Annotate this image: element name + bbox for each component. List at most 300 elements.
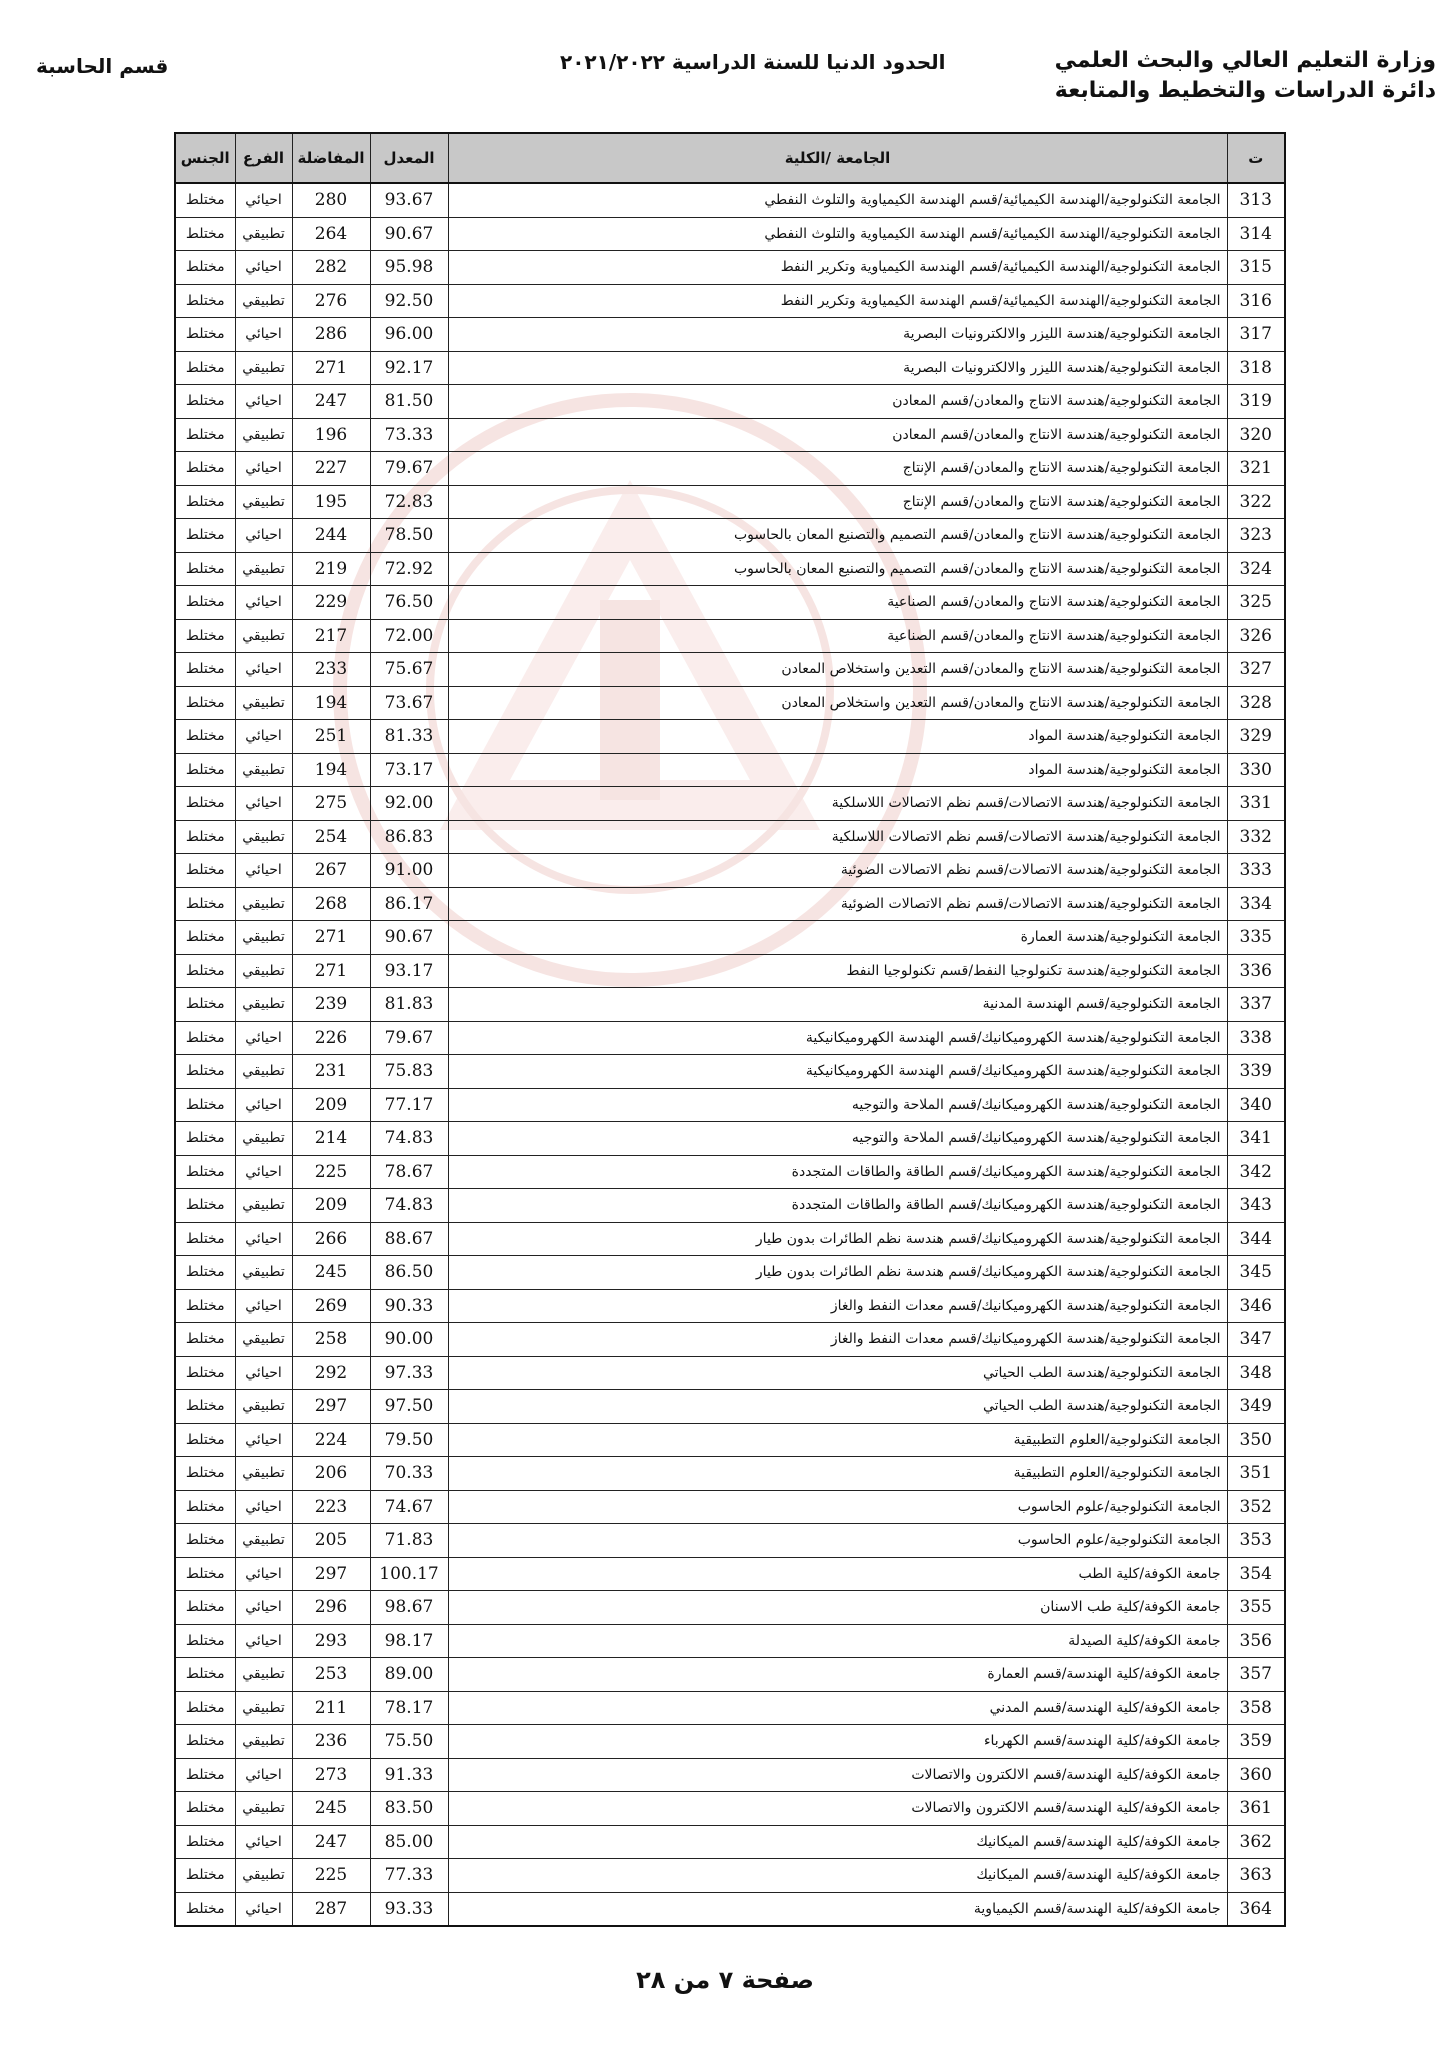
cell-gender: مختلط (175, 686, 235, 720)
cell-pref: 271 (292, 954, 370, 988)
cell-name: الجامعة التكنولوجية/هندسة الانتاج والمعادن/قسم الصناعية (448, 619, 1227, 653)
cell-gender: مختلط (175, 1356, 235, 1390)
cell-pref: 276 (292, 284, 370, 318)
cell-gender: مختلط (175, 1021, 235, 1055)
cell-name: الجامعة التكنولوجية/هندسة الكهروميكانيك/قسم الملاحة والتوجيه (448, 1088, 1227, 1122)
cell-pref: 211 (292, 1691, 370, 1725)
table-row (175, 385, 1285, 419)
cell-name: جامعة الكوفة/كلية الهندسة/قسم الميكانيك (448, 1859, 1227, 1893)
cell-branch: تطبيقي (235, 954, 292, 988)
cell-gender: مختلط (175, 586, 235, 620)
cell-name: الجامعة التكنولوجية/هندسة الانتاج والمعادن/قسم التعدين واستخلاص المعادن (448, 686, 1227, 720)
cell-branch: تطبيقي (235, 284, 292, 318)
cell-name: الجامعة التكنولوجية/هندسة الليزر والالكترونيات البصرية (448, 351, 1227, 385)
cell-pref: 239 (292, 988, 370, 1022)
cell-seq: 350 (1227, 1423, 1285, 1457)
column-header-branch: الفرع (235, 133, 292, 183)
table-row (175, 1892, 1285, 1926)
cell-branch: تطبيقي (235, 921, 292, 955)
cell-seq: 325 (1227, 586, 1285, 620)
cell-name: الجامعة التكنولوجية/هندسة الاتصالات/قسم نظم الاتصالات اللاسلكية (448, 820, 1227, 854)
cell-name: الجامعة التكنولوجية/هندسة الانتاج والمعادن/قسم الصناعية (448, 586, 1227, 620)
table-row (175, 183, 1285, 217)
cell-avg: 89.00 (370, 1658, 448, 1692)
table-row (175, 485, 1285, 519)
column-header-name: الجامعة /الكلية (448, 133, 1227, 183)
cell-gender: مختلط (175, 217, 235, 251)
cell-pref: 217 (292, 619, 370, 653)
cell-pref: 205 (292, 1524, 370, 1558)
table-row (175, 351, 1285, 385)
cell-pref: 282 (292, 251, 370, 285)
cell-seq: 329 (1227, 720, 1285, 754)
cell-avg: 96.00 (370, 318, 448, 352)
cell-pref: 233 (292, 653, 370, 687)
cell-pref: 287 (292, 1892, 370, 1926)
cell-gender: مختلط (175, 1323, 235, 1357)
cell-pref: 271 (292, 921, 370, 955)
cell-pref: 247 (292, 1825, 370, 1859)
cell-gender: مختلط (175, 485, 235, 519)
cell-avg: 70.33 (370, 1457, 448, 1491)
cell-branch: تطبيقي (235, 1457, 292, 1491)
cell-avg: 73.17 (370, 753, 448, 787)
cell-pref: 219 (292, 552, 370, 586)
cell-name: الجامعة التكنولوجية/علوم الحاسوب (448, 1490, 1227, 1524)
cell-avg: 91.33 (370, 1758, 448, 1792)
cell-seq: 343 (1227, 1189, 1285, 1223)
cell-seq: 359 (1227, 1725, 1285, 1759)
cell-avg: 83.50 (370, 1792, 448, 1826)
cell-pref: 209 (292, 1088, 370, 1122)
cell-seq: 342 (1227, 1155, 1285, 1189)
cell-pref: 264 (292, 217, 370, 251)
cell-gender: مختلط (175, 1591, 235, 1625)
cell-branch: احيائي (235, 787, 292, 821)
cell-seq: 319 (1227, 385, 1285, 419)
cell-branch: تطبيقي (235, 1658, 292, 1692)
cell-branch: تطبيقي (235, 217, 292, 251)
cell-avg: 79.67 (370, 1021, 448, 1055)
cell-seq: 328 (1227, 686, 1285, 720)
cell-pref: 297 (292, 1390, 370, 1424)
cell-branch: تطبيقي (235, 1859, 292, 1893)
cell-avg: 86.50 (370, 1256, 448, 1290)
cell-seq: 361 (1227, 1792, 1285, 1826)
admission-table (174, 132, 1286, 1927)
column-header-seq: ت (1227, 133, 1285, 183)
cell-seq: 355 (1227, 1591, 1285, 1625)
cell-avg: 93.17 (370, 954, 448, 988)
cell-pref: 225 (292, 1155, 370, 1189)
table-row (175, 418, 1285, 452)
cell-branch: تطبيقي (235, 1792, 292, 1826)
table-row (175, 854, 1285, 888)
cell-gender: مختلط (175, 954, 235, 988)
cell-gender: مختلط (175, 1859, 235, 1893)
cell-gender: مختلط (175, 820, 235, 854)
cell-seq: 321 (1227, 452, 1285, 486)
cell-seq: 335 (1227, 921, 1285, 955)
cell-name: الجامعة التكنولوجية/هندسة العمارة (448, 921, 1227, 955)
cell-gender: مختلط (175, 1390, 235, 1424)
cell-pref: 258 (292, 1323, 370, 1357)
page-number: صفحة ٧ من ٢٨ (636, 1966, 814, 1994)
cell-avg: 81.50 (370, 385, 448, 419)
table-row (175, 452, 1285, 486)
cell-pref: 267 (292, 854, 370, 888)
cell-name: الجامعة التكنولوجية/علوم الحاسوب (448, 1524, 1227, 1558)
cell-pref: 196 (292, 418, 370, 452)
cell-name: جامعة الكوفة/كلية الهندسة/قسم الكيمياوية (448, 1892, 1227, 1926)
cell-branch: احيائي (235, 1021, 292, 1055)
ministry-name: وزارة التعليم العالي والبحث العلمي (1054, 48, 1436, 73)
table-row (175, 1658, 1285, 1692)
cell-avg: 72.83 (370, 485, 448, 519)
cell-seq: 347 (1227, 1323, 1285, 1357)
cell-seq: 320 (1227, 418, 1285, 452)
table-row (175, 217, 1285, 251)
cell-avg: 74.83 (370, 1189, 448, 1223)
cell-name: الجامعة التكنولوجية/هندسة الكهروميكانيك/قسم هندسة نظم الطائرات بدون طيار (448, 1222, 1227, 1256)
table-row (175, 1557, 1285, 1591)
cell-branch: احيائي (235, 1088, 292, 1122)
cell-branch: احيائي (235, 1758, 292, 1792)
cell-avg: 78.67 (370, 1155, 448, 1189)
cell-name: الجامعة التكنولوجية/هندسة الطب الحياتي (448, 1390, 1227, 1424)
directorate-name: دائرة الدراسات والتخطيط والمتابعة (1054, 78, 1436, 103)
cell-gender: مختلط (175, 1490, 235, 1524)
cell-seq: 349 (1227, 1390, 1285, 1424)
cell-avg: 81.83 (370, 988, 448, 1022)
cell-avg: 77.17 (370, 1088, 448, 1122)
cell-avg: 93.67 (370, 183, 448, 217)
cell-name: الجامعة التكنولوجية/هندسة الانتاج والمعادن/قسم التصميم والتصنيع المعان بالحاسوب (448, 519, 1227, 553)
cell-avg: 86.17 (370, 887, 448, 921)
cell-gender: مختلط (175, 1289, 235, 1323)
cell-gender: مختلط (175, 1222, 235, 1256)
cell-branch: تطبيقي (235, 1390, 292, 1424)
cell-seq: 337 (1227, 988, 1285, 1022)
table-row (175, 1792, 1285, 1826)
cell-name: الجامعة التكنولوجية/الهندسة الكيميائية/قسم الهندسة الكيمياوية والتلوث النفطي (448, 217, 1227, 251)
cell-name: الجامعة التكنولوجية/هندسة الكهروميكانيك/قسم الملاحة والتوجيه (448, 1122, 1227, 1156)
cell-seq: 333 (1227, 854, 1285, 888)
table-row (175, 1021, 1285, 1055)
table-row (175, 552, 1285, 586)
cell-branch: تطبيقي (235, 351, 292, 385)
cell-branch: احيائي (235, 1155, 292, 1189)
cell-gender: مختلط (175, 1423, 235, 1457)
table-row (175, 1725, 1285, 1759)
cell-gender: مختلط (175, 1892, 235, 1926)
cell-avg: 90.00 (370, 1323, 448, 1357)
cell-name: جامعة الكوفة/كلية الهندسة/قسم المدني (448, 1691, 1227, 1725)
cell-name: جامعة الكوفة/كلية الهندسة/قسم الالكترون والاتصالات (448, 1758, 1227, 1792)
cell-name: جامعة الكوفة/كلية الهندسة/قسم العمارة (448, 1658, 1227, 1692)
column-header-pref: المفاضلة (292, 133, 370, 183)
cell-gender: مختلط (175, 1524, 235, 1558)
cell-pref: 231 (292, 1055, 370, 1089)
cell-branch: احيائي (235, 452, 292, 486)
cell-branch: تطبيقي (235, 418, 292, 452)
cell-pref: 273 (292, 1758, 370, 1792)
cell-gender: مختلط (175, 988, 235, 1022)
cell-gender: مختلط (175, 720, 235, 754)
cell-name: الجامعة التكنولوجية/هندسة الاتصالات/قسم نظم الاتصالات الضوئية (448, 887, 1227, 921)
cell-gender: مختلط (175, 653, 235, 687)
cell-seq: 353 (1227, 1524, 1285, 1558)
cell-gender: مختلط (175, 887, 235, 921)
table-row (175, 921, 1285, 955)
cell-avg: 92.00 (370, 787, 448, 821)
cell-avg: 75.67 (370, 653, 448, 687)
cell-branch: تطبيقي (235, 686, 292, 720)
cell-avg: 74.67 (370, 1490, 448, 1524)
table-row (175, 720, 1285, 754)
cell-name: الجامعة التكنولوجية/هندسة تكنولوجيا النفط/قسم تكنولوجيا النفط (448, 954, 1227, 988)
cell-gender: مختلط (175, 351, 235, 385)
cell-branch: تطبيقي (235, 485, 292, 519)
cell-name: الجامعة التكنولوجية/هندسة الانتاج والمعادن/قسم المعادن (448, 418, 1227, 452)
cell-seq: 345 (1227, 1256, 1285, 1290)
cell-pref: 244 (292, 519, 370, 553)
cell-branch: احيائي (235, 251, 292, 285)
cell-avg: 77.33 (370, 1859, 448, 1893)
cell-pref: 245 (292, 1256, 370, 1290)
cell-seq: 317 (1227, 318, 1285, 352)
cell-avg: 97.50 (370, 1390, 448, 1424)
cell-branch: احيائي (235, 586, 292, 620)
cell-gender: مختلط (175, 1725, 235, 1759)
cell-branch: تطبيقي (235, 1524, 292, 1558)
cell-branch: احيائي (235, 385, 292, 419)
cell-avg: 74.83 (370, 1122, 448, 1156)
cell-pref: 209 (292, 1189, 370, 1223)
cell-gender: مختلط (175, 1088, 235, 1122)
cell-name: جامعة الكوفة/كلية الهندسة/قسم الكهرباء (448, 1725, 1227, 1759)
cell-name: الجامعة التكنولوجية/هندسة الانتاج والمعادن/قسم الإنتاج (448, 485, 1227, 519)
table-row (175, 1289, 1285, 1323)
cell-name: الجامعة التكنولوجية/هندسة الكهروميكانيك/قسم معدات النفط والغاز (448, 1289, 1227, 1323)
cell-avg: 93.33 (370, 1892, 448, 1926)
cell-branch: احيائي (235, 1356, 292, 1390)
cell-branch: تطبيقي (235, 1055, 292, 1089)
cell-name: الجامعة التكنولوجية/الهندسة الكيميائية/قسم الهندسة الكيمياوية والتلوث النفطي (448, 183, 1227, 217)
cell-gender: مختلط (175, 1457, 235, 1491)
cell-name: الجامعة التكنولوجية/هندسة الكهروميكانيك/قسم الهندسة الكهروميكانيكية (448, 1021, 1227, 1055)
cell-name: جامعة الكوفة/كلية الطب (448, 1557, 1227, 1591)
cell-pref: 251 (292, 720, 370, 754)
cell-branch: تطبيقي (235, 1725, 292, 1759)
table-row (175, 318, 1285, 352)
cell-pref: 247 (292, 385, 370, 419)
table-row (175, 284, 1285, 318)
cell-pref: 214 (292, 1122, 370, 1156)
table-row (175, 820, 1285, 854)
cell-pref: 225 (292, 1859, 370, 1893)
table-body (175, 183, 1285, 1926)
cell-avg: 73.33 (370, 418, 448, 452)
table-row (175, 988, 1285, 1022)
cell-name: الجامعة التكنولوجية/هندسة الكهروميكانيك/قسم هندسة نظم الطائرات بدون طيار (448, 1256, 1227, 1290)
cell-name: الجامعة التكنولوجية/الهندسة الكيميائية/قسم الهندسة الكيمياوية وتكرير النفط (448, 284, 1227, 318)
cell-avg: 95.98 (370, 251, 448, 285)
table-row (175, 519, 1285, 553)
cell-seq: 314 (1227, 217, 1285, 251)
cell-seq: 363 (1227, 1859, 1285, 1893)
cell-name: الجامعة التكنولوجية/الهندسة الكيميائية/قسم الهندسة الكيمياوية وتكرير النفط (448, 251, 1227, 285)
cell-branch: احيائي (235, 854, 292, 888)
cell-pref: 266 (292, 1222, 370, 1256)
cell-name: الجامعة التكنولوجية/هندسة الانتاج والمعادن/قسم التعدين واستخلاص المعادن (448, 653, 1227, 687)
cell-pref: 194 (292, 753, 370, 787)
cell-avg: 98.17 (370, 1624, 448, 1658)
cell-seq: 341 (1227, 1122, 1285, 1156)
cell-branch: احيائي (235, 1591, 292, 1625)
cell-gender: مختلط (175, 1658, 235, 1692)
cell-pref: 224 (292, 1423, 370, 1457)
cell-name: الجامعة التكنولوجية/هندسة الانتاج والمعادن/قسم التصميم والتصنيع المعان بالحاسوب (448, 552, 1227, 586)
cell-name: جامعة الكوفة/كلية الصيدلة (448, 1624, 1227, 1658)
cell-avg: 75.83 (370, 1055, 448, 1089)
column-header-gender: الجنس (175, 133, 235, 183)
cell-seq: 332 (1227, 820, 1285, 854)
cell-avg: 92.50 (370, 284, 448, 318)
cell-seq: 344 (1227, 1222, 1285, 1256)
cell-branch: تطبيقي (235, 1189, 292, 1223)
table-row (175, 1758, 1285, 1792)
cell-branch: تطبيقي (235, 753, 292, 787)
cell-name: جامعة الكوفة/كلية الهندسة/قسم الميكانيك (448, 1825, 1227, 1859)
cell-name: الجامعة التكنولوجية/العلوم التطبيقية (448, 1457, 1227, 1491)
cell-gender: مختلط (175, 1792, 235, 1826)
table-row (175, 1691, 1285, 1725)
table-row (175, 1825, 1285, 1859)
cell-gender: مختلط (175, 1189, 235, 1223)
cell-seq: 324 (1227, 552, 1285, 586)
cell-name: الجامعة التكنولوجية/هندسة الاتصالات/قسم نظم الاتصالات اللاسلكية (448, 787, 1227, 821)
table-row (175, 1624, 1285, 1658)
table-row (175, 1189, 1285, 1223)
department-name: قسم الحاسبة (36, 54, 169, 78)
cell-gender: مختلط (175, 318, 235, 352)
cell-branch: احيائي (235, 318, 292, 352)
cell-seq: 364 (1227, 1892, 1285, 1926)
cell-avg: 97.33 (370, 1356, 448, 1390)
cell-pref: 226 (292, 1021, 370, 1055)
cell-avg: 78.50 (370, 519, 448, 553)
cell-avg: 75.50 (370, 1725, 448, 1759)
cell-avg: 78.17 (370, 1691, 448, 1725)
cell-avg: 73.67 (370, 686, 448, 720)
cell-seq: 356 (1227, 1624, 1285, 1658)
table-row (175, 954, 1285, 988)
cell-branch: تطبيقي (235, 1256, 292, 1290)
cell-gender: مختلط (175, 418, 235, 452)
cell-gender: مختلط (175, 183, 235, 217)
cell-branch: تطبيقي (235, 552, 292, 586)
cell-seq: 340 (1227, 1088, 1285, 1122)
cell-avg: 92.17 (370, 351, 448, 385)
cell-gender: مختلط (175, 519, 235, 553)
cell-avg: 98.67 (370, 1591, 448, 1625)
cell-pref: 223 (292, 1490, 370, 1524)
cell-name: الجامعة التكنولوجية/العلوم التطبيقية (448, 1423, 1227, 1457)
table-row (175, 686, 1285, 720)
cell-branch: احيائي (235, 1892, 292, 1926)
table-row (175, 1859, 1285, 1893)
cell-seq: 348 (1227, 1356, 1285, 1390)
cell-seq: 315 (1227, 251, 1285, 285)
cell-pref: 269 (292, 1289, 370, 1323)
cell-name: الجامعة التكنولوجية/هندسة المواد (448, 753, 1227, 787)
cell-branch: احيائي (235, 1289, 292, 1323)
cell-seq: 346 (1227, 1289, 1285, 1323)
table-row (175, 1457, 1285, 1491)
table-row (175, 653, 1285, 687)
table-row (175, 1055, 1285, 1089)
table-row (175, 1591, 1285, 1625)
cell-gender: مختلط (175, 1256, 235, 1290)
cell-avg: 79.67 (370, 452, 448, 486)
cell-pref: 236 (292, 1725, 370, 1759)
cell-branch: تطبيقي (235, 1691, 292, 1725)
cell-gender: مختلط (175, 1758, 235, 1792)
cell-pref: 268 (292, 887, 370, 921)
cell-branch: تطبيقي (235, 619, 292, 653)
cell-pref: 206 (292, 1457, 370, 1491)
cell-seq: 330 (1227, 753, 1285, 787)
cell-seq: 352 (1227, 1490, 1285, 1524)
table-header-row (175, 133, 1285, 183)
cell-name: الجامعة التكنولوجية/هندسة الاتصالات/قسم نظم الاتصالات الضوئية (448, 854, 1227, 888)
cell-gender: مختلط (175, 1691, 235, 1725)
cell-gender: مختلط (175, 921, 235, 955)
table-row (175, 586, 1285, 620)
cell-pref: 280 (292, 183, 370, 217)
cell-name: الجامعة التكنولوجية/قسم الهندسة المدنية (448, 988, 1227, 1022)
cell-seq: 336 (1227, 954, 1285, 988)
cell-gender: مختلط (175, 1557, 235, 1591)
cell-branch: تطبيقي (235, 887, 292, 921)
cell-pref: 296 (292, 1591, 370, 1625)
table-row (175, 1524, 1285, 1558)
table-row (175, 619, 1285, 653)
cell-branch: احيائي (235, 1557, 292, 1591)
table-row (175, 1356, 1285, 1390)
cell-avg: 90.33 (370, 1289, 448, 1323)
cell-pref: 229 (292, 586, 370, 620)
table-row (175, 1390, 1285, 1424)
cell-pref: 293 (292, 1624, 370, 1658)
cell-name: جامعة الكوفة/كلية الهندسة/قسم الالكترون والاتصالات (448, 1792, 1227, 1826)
cell-avg: 90.67 (370, 217, 448, 251)
cell-name: الجامعة التكنولوجية/هندسة الكهروميكانيك/قسم الهندسة الكهروميكانيكية (448, 1055, 1227, 1089)
table-row (175, 1323, 1285, 1357)
cell-branch: احيائي (235, 720, 292, 754)
table-row (175, 753, 1285, 787)
cell-pref: 271 (292, 351, 370, 385)
table-row (175, 1490, 1285, 1524)
cell-branch: احيائي (235, 1423, 292, 1457)
cell-gender: مختلط (175, 1055, 235, 1089)
cell-avg: 90.67 (370, 921, 448, 955)
cell-branch: احيائي (235, 1222, 292, 1256)
document-title: الحدود الدنيا للسنة الدراسية ٢٠٢١/٢٠٢٢ (560, 50, 946, 74)
cell-name: الجامعة التكنولوجية/هندسة الانتاج والمعادن/قسم الإنتاج (448, 452, 1227, 486)
cell-gender: مختلط (175, 251, 235, 285)
